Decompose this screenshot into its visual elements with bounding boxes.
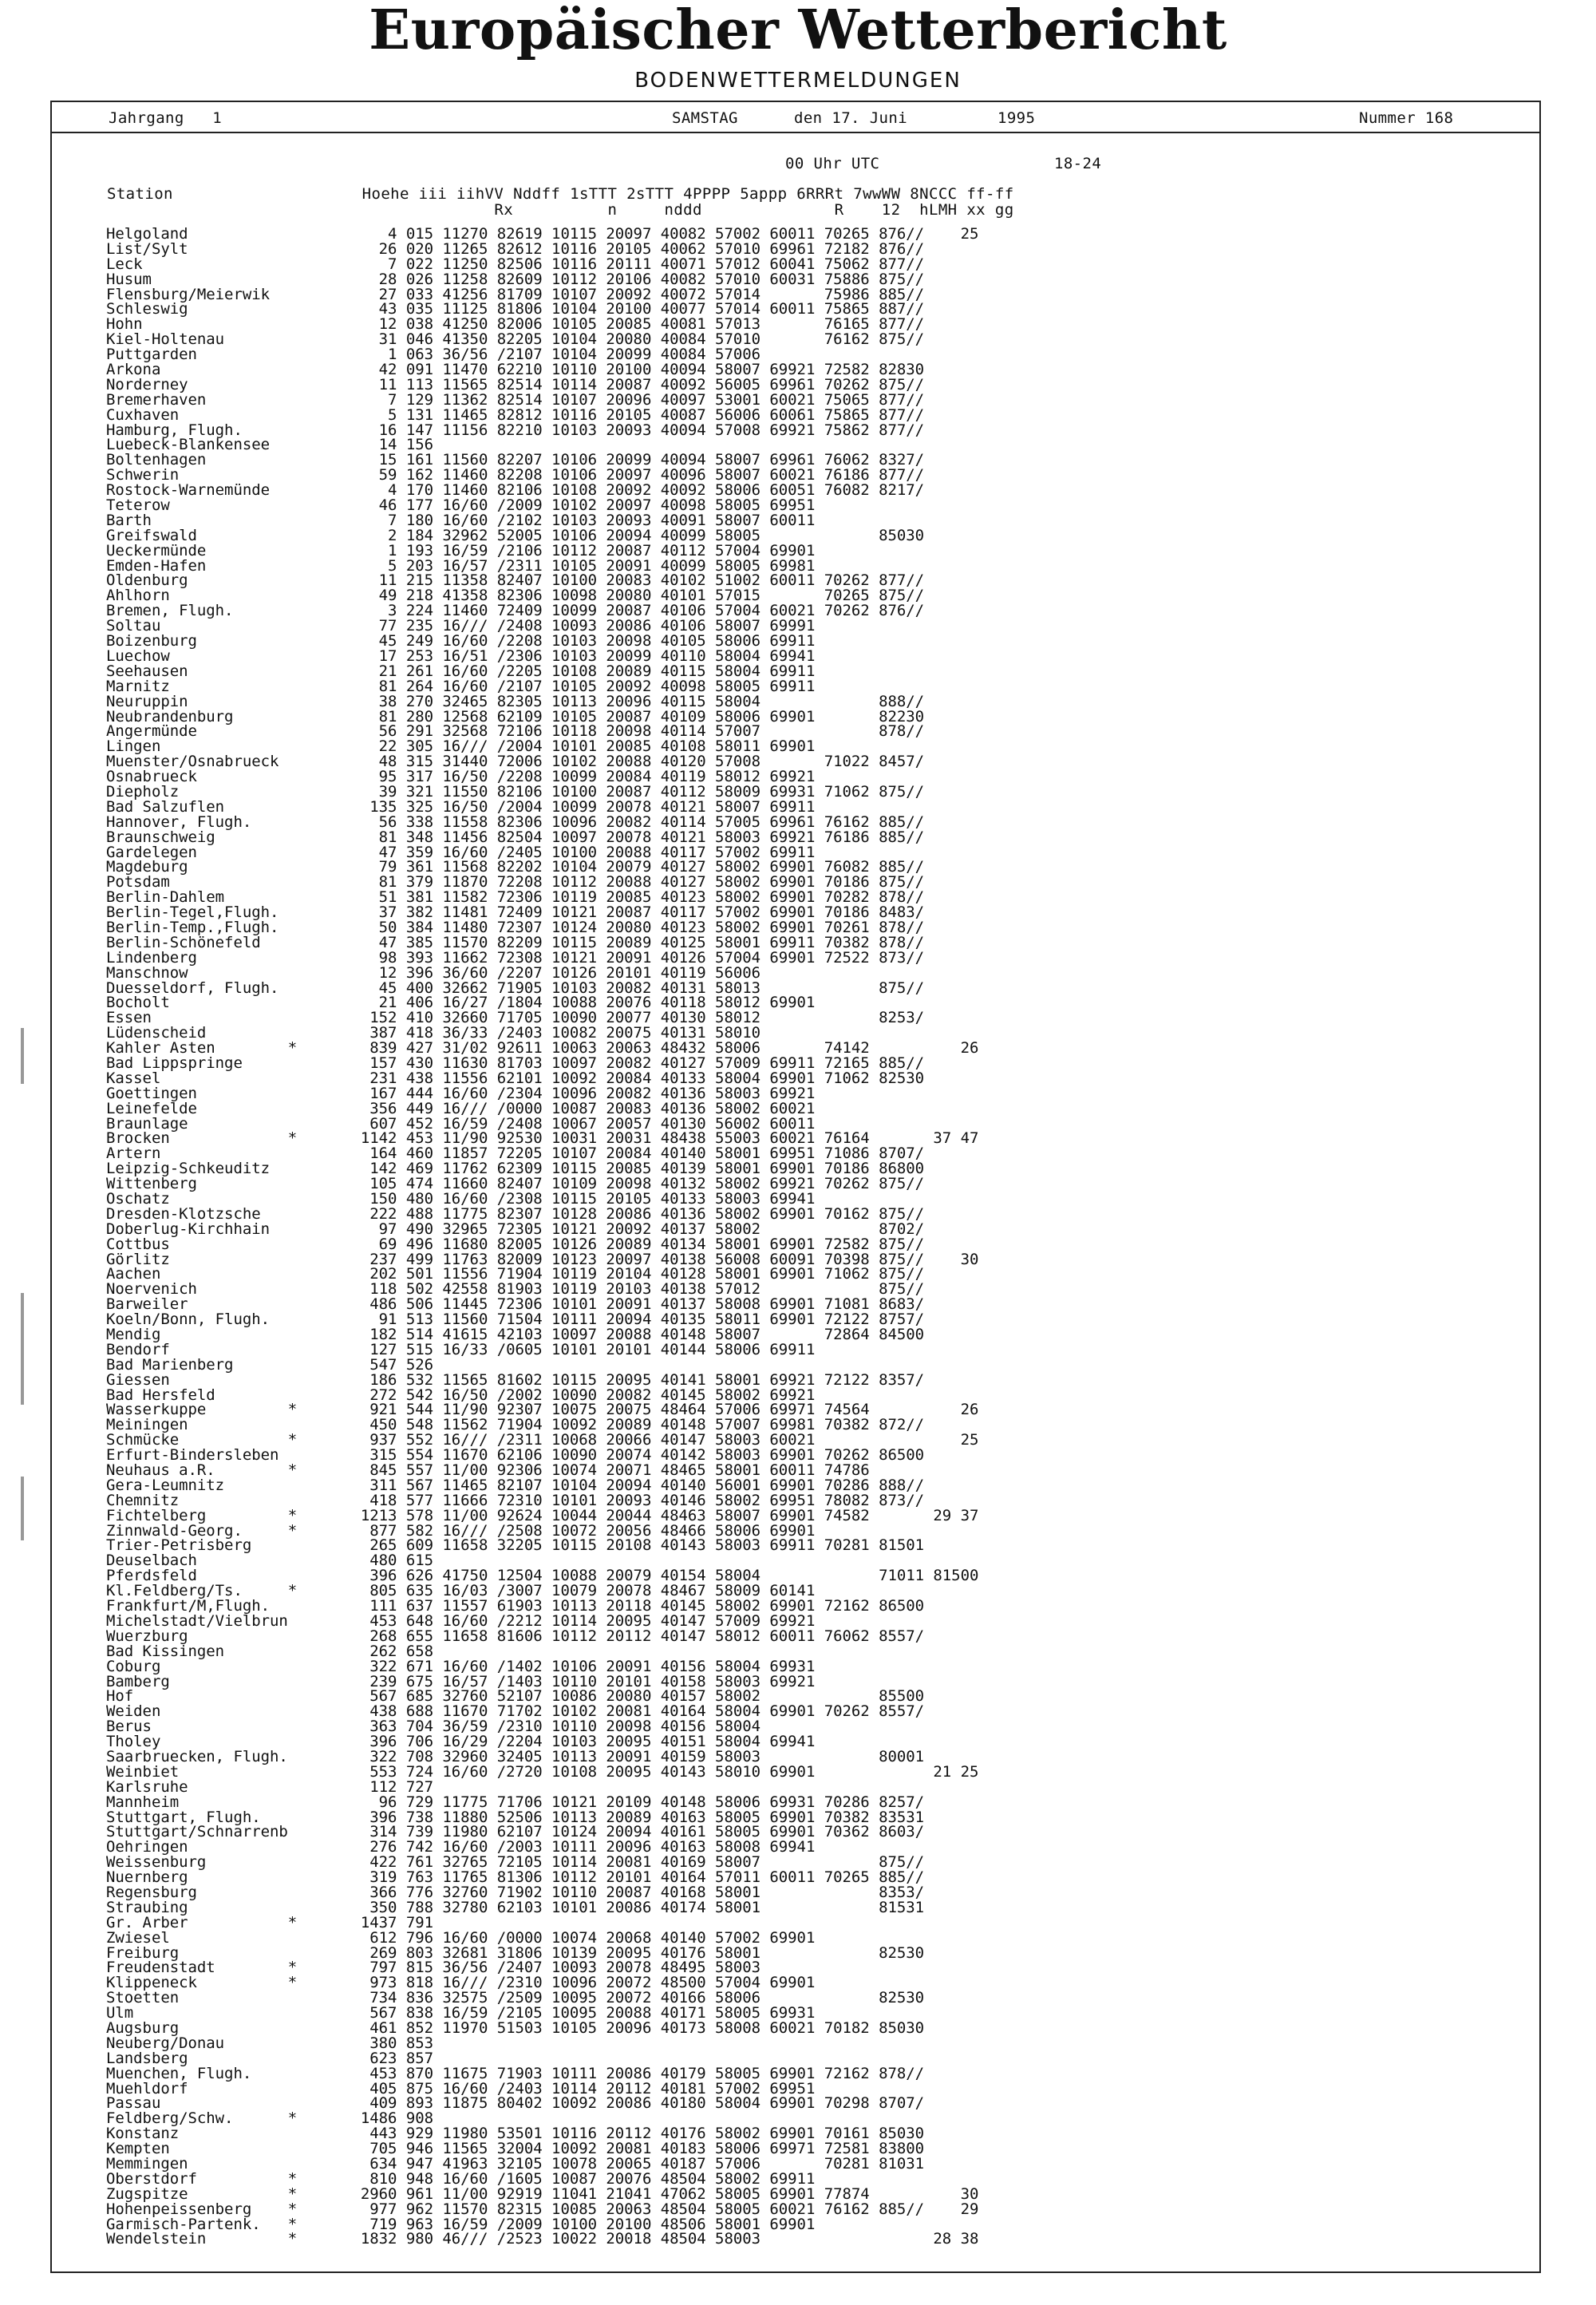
scan-mark [21,1477,24,1540]
station-report: Kassel 231 438 11556 62101 10092 20084 40133 58004 69901 71062 82530 [106,1069,925,1087]
station-report: Barth 7 180 16/60 /2102 10103 20093 40091 58007 60011 [106,511,816,529]
station-report: Braunlage 607 452 16/59 /2408 10067 20057 40130 56002 60011 [106,1114,816,1133]
station-report: Noervenich 118 502 42558 81903 10119 20103 40138 57012 875// [106,1280,925,1299]
station-report: Saarbruecken, Flugh. 322 708 32960 32405 10113 20091 40159 58003 80001 [106,1747,925,1765]
station-report: Rostock-Warnemünde 4 170 11460 82106 10108 20092 40092 58006 60051 76082 8217/ [106,481,925,500]
station-report: Brocken * 1142 453 11/90 92530 10031 20031 48438 55003 60021 76164 37 47 [106,1129,979,1148]
station-report: Bad Lippspringe 157 430 11630 81703 10097 20082 40127 57009 69911 72165 885// [106,1054,925,1072]
station-report: Lindenberg 98 393 11662 72308 10121 20091 40126 57004 69901 72522 873// [106,948,925,967]
station-report: Boizenburg 45 249 16/60 /2208 10103 20098 40105 58006 69911 [106,632,816,650]
station-report: Freudenstadt * 797 815 36/56 /2407 10093 20078 48495 58003 [106,1959,761,1977]
station-report: Oberstdorf * 810 948 16/60 /1605 10087 20076 48504 58002 69911 [106,2169,816,2188]
station-report: Fichtelberg * 1213 578 11/00 92624 10044 20044 48463 58007 69901 74582 29 37 [106,1506,979,1524]
station-report: Pferdsfeld 396 626 41750 12504 10088 20079 40154 58004 71011 81500 [106,1567,979,1585]
station-report: Magdeburg 79 361 11568 82202 10104 20079 40127 58002 69901 76082 885// [106,858,925,876]
station-report: Schwerin 59 162 11460 82208 10106 20097 40096 58007 60021 76186 877// [106,466,925,484]
station-report: Koeln/Bonn, Flugh. 91 513 11560 71504 10111 20094 40135 58011 69901 72122 8757/ [106,1311,925,1329]
column-header-row2: Rx n nddd R 12 hLMH xx gg [107,201,1014,219]
station-report: Coburg 322 671 16/60 /1402 10106 20091 40156 58004 69931 [106,1657,816,1675]
station-report: Seehausen 21 261 16/60 /2205 10108 20089 40115 58004 69911 [106,662,816,680]
station-report: Deuselbach 480 615 [106,1552,434,1570]
station-report: Essen 152 410 32660 71705 10090 20077 40130 58012 8253/ [106,1009,925,1027]
station-report: Berus 363 704 36/59 /2310 10110 20098 40156 58004 [106,1718,761,1736]
page-subtitle: BODENWETTERMELDUNGEN [634,69,962,93]
station-report: Husum 28 026 11258 82609 10112 20106 40082 57010 60031 75886 875// [106,270,925,288]
station-report: Feldberg/Schw. * 1486 908 [106,2109,434,2128]
station-report: Görlitz 237 499 11763 82009 10123 20097 40138 56008 60091 70398 875// 30 [106,1250,979,1268]
station-report: Meiningen 450 548 11562 71904 10092 20089 40148 57007 69981 70382 872// [106,1416,925,1434]
station-report: Wittenberg 105 474 11660 82407 10109 20098 40132 58002 69921 70262 875// [106,1175,925,1193]
station-report: Frankfurt/M,Flugh. 111 637 11557 61903 10113 20118 40145 58002 69901 72162 86500 [106,1597,925,1615]
station-report: Duesseldorf, Flugh. 45 400 32662 71905 10103 20082 40131 58013 875// [106,979,925,997]
station-report: Chemnitz 418 577 11666 72310 10101 20093 40146 58002 69951 78082 873// [106,1491,925,1509]
station-report: Schmücke * 937 552 16/// /2311 10068 20066 40147 58003 60021 25 [106,1431,979,1449]
date-label: den 17. Juni [794,109,908,127]
station-report: Oehringen 276 742 16/60 /2003 10111 20096 40163 58008 69941 [106,1838,816,1856]
station-report: Berlin-Temp.,Flugh. 50 384 11480 72307 10124 20080 40123 58002 69901 70261 878// [106,918,925,936]
station-report: Bamberg 239 675 16/57 /1403 10110 20101 40158 58003 69921 [106,1672,816,1690]
station-report: Cottbus 69 496 11680 82005 10126 20089 40134 58001 69901 72582 875// [106,1235,925,1253]
station-report: Wendelstein * 1832 980 46/// /2523 10022 20018 48504 58003 28 38 [106,2230,979,2248]
station-report: Bremen, Flugh. 3 224 11460 72409 10099 20087 40106 57004 60021 70262 876// [106,602,925,620]
station-report: Nuernberg 319 763 11765 81306 10112 20101 40164 57011 60011 70265 885// [106,1868,925,1887]
observation-time: 00 Uhr UTC [785,155,880,172]
station-report: Freiburg 269 803 32681 31806 10139 20095 40176 58001 82530 [106,1943,925,1962]
station-report: Klippeneck * 973 818 16/// /2310 10096 20072 48500 57004 69901 [106,1974,816,1992]
station-report: Bad Marienberg 547 526 [106,1355,434,1374]
station-report: Augsburg 461 852 11970 51503 10105 20096 40173 58008 60021 70182 85030 [106,2018,925,2037]
station-report: Artern 164 460 11857 72205 10107 20084 40140 58001 69951 71086 8707/ [106,1145,925,1163]
station-report: Bad Kissingen 262 658 [106,1642,434,1660]
station-report: Goettingen 167 444 16/60 /2304 10096 20082 40136 58003 69921 [106,1084,816,1102]
station-report: Kl.Feldberg/Ts. * 805 635 16/03 /3007 10079 20078 48467 58009 60141 [106,1582,816,1600]
station-report: Konstanz 443 929 11980 53501 10116 20112 40176 58002 69901 70161 85030 [106,2125,925,2143]
station-report: Zugspitze * 2960 961 11/00 92919 11041 21041 47062 58005 69901 77874 30 [106,2184,979,2203]
station-report: Muenster/Osnabrueck 48 315 31440 72006 10102 20088 40120 57008 71022 8457/ [106,753,925,771]
station-report: Aachen 202 501 11556 71904 10119 20104 40128 58001 69901 71062 875// [106,1265,925,1283]
station-report: Karlsruhe 112 727 [106,1777,434,1796]
station-report: Stuttgart, Flugh. 396 738 11880 52506 10113 20089 40163 58005 69901 70382 83531 [106,1808,925,1826]
station-report: Barweiler 486 506 11445 72306 10101 20091 40137 58008 69901 71081 8683/ [106,1295,925,1314]
station-report: Trier-Petrisberg 265 609 11658 32205 10115 20108 40143 58003 69911 70281 81501 [106,1536,925,1555]
station-report: Mannheim 96 729 11775 71706 10121 20109 40148 58006 69931 70286 8257/ [106,1793,925,1811]
station-report: Oschatz 150 480 16/60 /2308 10115 20105 40133 58003 69941 [106,1190,816,1208]
station-report: Leck 7 022 11250 82506 10116 20111 40071 57012 60041 75062 877// [106,255,925,273]
station-report: Mendig 182 514 41615 42103 10097 20088 40148 58007 72864 84500 [106,1326,925,1344]
jahrgang-label: Jahrgang 1 [109,109,223,127]
station-report: Braunschweig 81 348 11456 82504 10097 20078 40121 58003 69921 76186 885// [106,828,925,846]
station-report: Puttgarden 1 063 36/56 /2107 10104 20099 40084 57006 [106,346,761,364]
station-report: Berlin-Dahlem 51 381 11582 72306 10119 20085 40123 58002 69901 70282 878// [106,888,925,907]
scan-mark [21,1028,24,1084]
station-report: Dresden-Klotzsche 222 488 11775 82307 10128 20086 40136 58002 69901 70162 875// [106,1204,925,1223]
station-report: Bad Hersfeld 272 542 16/50 /2002 10090 20082 40145 58002 69921 [106,1386,816,1404]
station-report: Norderney 11 113 11565 82514 10114 20087 40092 56005 69961 70262 875// [106,375,925,393]
table-row [106,2232,978,2247]
year-label: 1995 [998,109,1036,127]
station-report: Gr. Arber * 1437 791 [106,1913,434,1931]
station-report: Wasserkuppe * 921 544 11/90 92307 10075 20075 48464 57006 69971 74564 26 [106,1401,979,1419]
station-report: Muenchen, Flugh. 453 870 11675 71903 10111 20086 40179 58005 69901 72162 878// [106,2064,925,2082]
station-report: Leipzig-Schkeuditz 142 469 11762 62309 10115 20085 40139 58001 69901 70186 86800 [106,1160,925,1178]
station-report: Weiden 438 688 11670 71702 10102 20081 40164 58004 69901 70262 8557/ [106,1702,925,1721]
station-report: Leinefelde 356 449 16/// /0000 10087 20083 40136 58002 60021 [106,1099,816,1117]
station-report: Regensburg 366 776 32760 71902 10110 20087 40168 58001 8353/ [106,1883,925,1901]
station-report: Hohn 12 038 41250 82006 10105 20085 40081 57013 76165 877// [106,315,925,334]
station-report: Passau 409 893 11875 80402 10092 20086 40180 58004 69901 70298 8707/ [106,2094,925,2113]
station-report: Weissenburg 422 761 32765 72105 10114 20081 40169 58007 875// [106,1853,925,1872]
station-report: Memmingen 634 947 41963 32105 10078 20065 40187 57006 70281 81031 [106,2155,925,2173]
station-report: Luebeck-Blankensee 14 156 [106,436,434,454]
station-report: Kempten 705 946 11565 32004 10092 20081 40183 58006 69971 72581 83800 [106,2140,925,2158]
station-report: Stoetten 734 836 32575 /2509 10095 20072 40166 58006 82530 [106,1989,925,2007]
station-report: Ahlhorn 49 218 41358 82306 10098 20080 40101 57015 70265 875// [106,587,925,605]
station-report: Gardelegen 47 359 16/60 /2405 10100 20088 40117 57002 69911 [106,843,816,861]
station-report: Berlin-Schönefeld 47 385 11570 82209 10115 20089 40125 58001 69911 70382 878// [106,933,925,951]
weekday-label: SAMSTAG [672,109,738,127]
station-report: Landsberg 623 857 [106,2049,434,2067]
station-report: Lingen 22 305 16/// /2004 10101 20085 40108 58011 69901 [106,737,816,756]
station-report: Hamburg, Flugh. 16 147 11156 82210 10103 20093 40094 57008 69921 75862 877// [106,421,925,439]
station-report: Kiel-Holtenau 31 046 41350 82205 10104 20080 40084 57010 76162 875// [106,330,925,349]
info-divider [50,132,1541,133]
station-report: Neubrandenburg 81 280 12568 62109 10105 20087 40109 58006 69901 82230 [106,707,925,726]
station-report: Michelstadt/Vielbrun 453 648 16/60 /2212 10114 20095 40147 57009 69921 [106,1611,816,1630]
scan-mark [21,1293,24,1405]
station-report: Muehldorf 405 875 16/60 /2403 10114 20112 40181 57002 69951 [106,2079,816,2097]
station-report: Oldenburg 11 215 11358 82407 10100 20083 40102 51002 60011 70262 877// [106,571,925,590]
station-report: Flensburg/Meierwik 27 033 41256 81709 10107 20092 40072 57014 75986 885// [106,285,925,303]
station-report: Greifswald 2 184 32962 52005 10106 20094 40099 58005 85030 [106,526,925,544]
station-report: Weinbiet 553 724 16/60 /2720 10108 20095 40143 58010 69901 21 25 [106,1762,979,1781]
station-report: Arkona 42 091 11470 62210 10110 20100 40094 58007 69921 72582 82830 [106,361,925,379]
station-report: Hof 567 685 32760 52107 10086 20080 40157 58002 85500 [106,1687,925,1706]
station-report: Bendorf 127 515 16/33 /0605 10101 20101 40144 58006 69911 [106,1340,816,1358]
station-report: Wuerzburg 268 655 11658 81606 10112 20112 40147 58012 60011 76062 8557/ [106,1627,925,1645]
station-report: Neuhaus a.R. * 845 557 11/00 92306 10074 20071 48465 58001 60011 74786 [106,1461,870,1480]
station-report: Berlin-Tegel,Flugh. 37 382 11481 72409 10121 20087 40117 57002 69901 70186 8483/ [106,903,925,922]
column-header-row1: Station Hoehe iii iihVV Nddff 1sTTT 2sTTT 4PPPP 5appp 6RRRt 7wwWW 8NCCC ff-ff [107,185,1014,203]
station-report: Potsdam 81 379 11870 72208 10112 20088 40127 58002 69901 70186 875// [106,873,925,892]
station-report: Cuxhaven 5 131 11465 82812 10116 20105 40087 56006 60061 75865 877// [106,405,925,424]
page-title: Europäischer Wetterbericht [369,0,1227,62]
station-report: Straubing 350 788 32780 62103 10101 20086 40174 58001 81531 [106,1898,925,1916]
station-report: Bremerhaven 7 129 11362 82514 10107 20096 40097 53001 60021 75065 877// [106,390,925,409]
station-report: Gera-Leumnitz 311 567 11465 82107 10104 20094 40140 56001 69901 70286 888// [106,1476,925,1494]
station-report: Tholey 396 706 16/29 /2204 10103 20095 40151 58004 69941 [106,1733,816,1751]
station-report: Bad Salzuflen 135 325 16/50 /2004 10099 20078 40121 58007 69911 [106,797,816,816]
station-report: Lüdenscheid 387 418 36/33 /2403 10082 20075 40131 58010 [106,1024,761,1042]
station-report: Boltenhagen 15 161 11560 82207 10106 20099 40094 58007 69961 76062 8327/ [106,451,925,469]
station-report: Angermünde 56 291 32568 72106 10118 20098 40114 57007 878// [106,722,925,741]
station-report: Doberlug-Kirchhain 97 490 32965 72305 10121 20092 40137 58002 8702/ [106,1220,925,1238]
station-report: Zinnwald-Georg. * 877 582 16/// /2508 10072 20056 48466 58006 69901 [106,1521,816,1540]
station-report: Neuruppin 38 270 32465 82305 10113 20096 40115 58004 888// [106,692,925,710]
issue-number: Nummer 168 [1359,109,1454,127]
station-report: Kahler Asten * 839 427 31/02 92611 10063 20063 48432 58006 74142 26 [106,1039,979,1058]
station-report: Ulm 567 838 16/59 /2105 10095 20088 40171 58005 69931 [106,2004,816,2022]
station-report: Marnitz 81 264 16/60 /2107 10105 20092 40098 58005 69911 [106,677,816,695]
station-table [106,227,978,2247]
station-report: Diepholz 39 321 11550 82106 10100 20087 40112 58009 69931 71062 875// [106,782,925,801]
station-report: Schleswig 43 035 11125 81806 10104 20100 40077 57014 60011 75865 887// [106,300,925,318]
station-report: List/Sylt 26 020 11265 82612 10116 20105 40062 57010 69961 72182 876// [106,239,925,258]
station-report: Osnabrueck 95 317 16/50 /2208 10099 20084 40119 58012 69921 [106,768,816,786]
station-report: Zwiesel 612 796 16/60 /0000 10074 20068 40140 57002 69901 [106,1928,816,1947]
station-report: Manschnow 12 396 36/60 /2207 10126 20101 40119 56006 [106,963,761,982]
station-report: Neuberg/Donau 380 853 [106,2034,434,2052]
station-report: Helgoland 4 015 11270 82619 10115 20097 40082 57002 60011 70265 876// 25 [106,225,979,243]
station-report: Giessen 186 532 11565 81602 10115 20095 40141 58001 69921 72122 8357/ [106,1370,925,1389]
station-report: Stuttgart/Schnarrenb 314 739 11980 62107 10124 20094 40161 58005 69901 70362 8603/ [106,1823,925,1841]
station-report: Hohenpeissenberg * 977 962 11570 82315 10085 20063 48504 58005 60021 76162 885// 29 [106,2200,979,2218]
station-report: Ueckermünde 1 193 16/59 /2106 10112 20087 40112 57004 69901 [106,541,816,559]
station-report: Teterow 46 177 16/60 /2009 10102 20097 40098 58005 69951 [106,496,816,515]
station-report: Garmisch-Partenk. * 719 963 16/59 /2009 10100 20100 48506 58001 69901 [106,2215,816,2233]
station-report: Erfurt-Bindersleben 315 554 11670 62106 10090 20074 40142 58003 69901 70262 86500 [106,1446,925,1465]
station-report: Luechow 17 253 16/51 /2306 10103 20099 40110 58004 69941 [106,646,816,665]
station-report: Hannover, Flugh. 56 338 11558 82306 10096 20082 40114 57005 69961 76162 885// [106,812,925,831]
period-label: 18-24 [1054,155,1102,172]
station-report: Bocholt 21 406 16/27 /1804 10088 20076 40118 58012 69901 [106,994,816,1012]
station-report: Emden-Hafen 5 203 16/57 /2311 10105 20091 40099 58005 69981 [106,556,816,575]
station-report: Soltau 77 235 16/// /2408 10093 20086 40106 58007 69991 [106,617,816,635]
